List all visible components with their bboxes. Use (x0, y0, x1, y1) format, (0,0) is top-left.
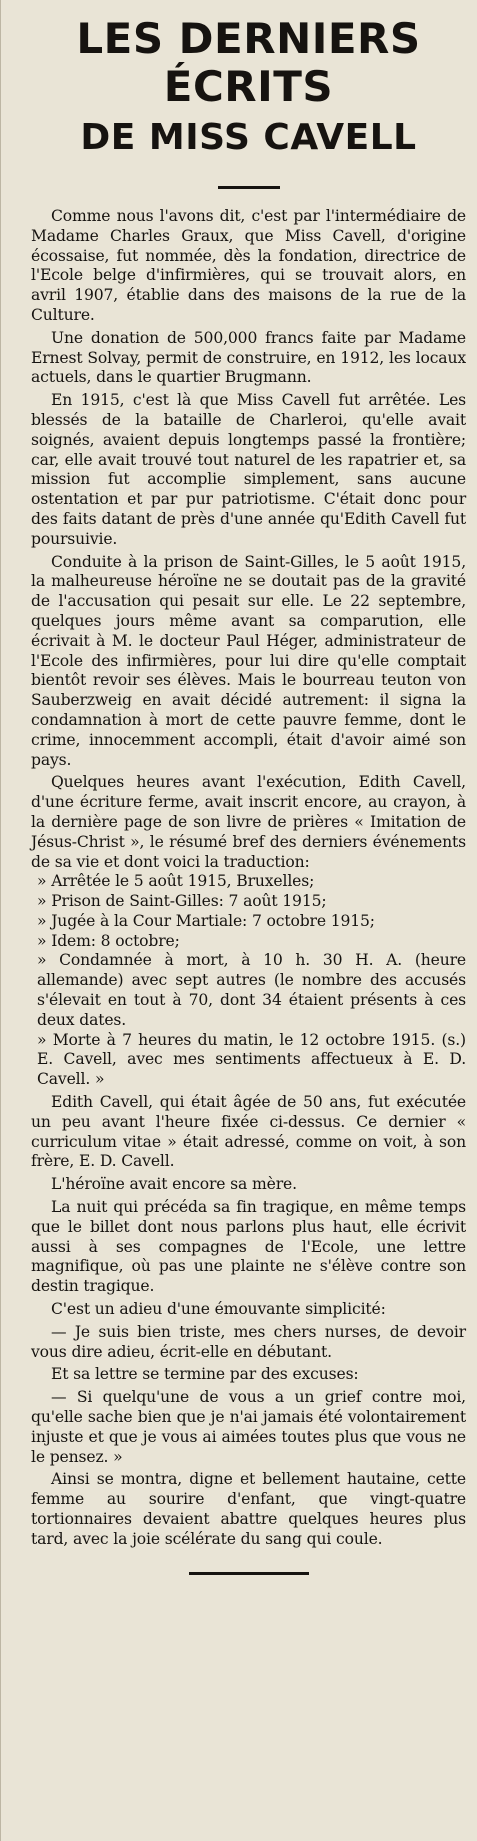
article-paragraph: C'est un adieu d'une émouvante simplicité: (51, 1300, 386, 1319)
article-paragraph: Et sa lettre se termine par des excuses: (51, 1365, 359, 1384)
article-paragraph: Ainsi se montra, digne et bellement hautaine, cette femme au sourire d'enfant, que vingt-quatre tortionnaires devaient abattre quelques heures plus tard, avec la joie scélérate du sang qui coule. (31, 1470, 466, 1548)
article-paragraph: Quelques heures avant l'exécution, Edith Cavell, d'une écriture ferme, avait inscrit encore, au crayon, à la dernière page de son livre de prières « Imitation de Jésus-Christ », le résumé bref des derniers événements de sa vie et dont voici la traduction: (31, 773, 466, 871)
article-paragraph: — Si quelqu'une de vous a un grief contre moi, qu'elle sache bien que je n'ai jamais été volontairement injuste et que je vous ai aimées toutes plus que vous ne le pensez. » (31, 1388, 466, 1466)
quote-line: » Idem: 8 octobre; (37, 931, 180, 950)
headline-line-1: LES DERNIERS (76, 14, 421, 63)
article-paragraph: Une donation de 500,000 francs faite par Madame Ernest Solvay, permit de construire, en 1912, les locaux actuels, dans le quartier Brugmann. (31, 328, 466, 387)
headline-line-3: DE MISS CAVELL (80, 117, 417, 158)
article-paragraph: — Je suis bien triste, mes chers nurses, de devoir vous dire adieu, écrit-elle en débutant. (31, 1322, 466, 1361)
quote-line: » Condamnée à mort, à 10 h. 30 H. A. (heure allemande) avec sept autres (le nombre des accusés s'élevait en tout à 70, dont 34 étaient présents à ces deux dates. (37, 951, 466, 1029)
article-paragraph: Comme nous l'avons dit, c'est par l'intermédiaire de Madame Charles Graux, que Miss Cavell, d'origine écossaise, fut nommée, dès la fondation, directrice de l'Ecole belge d'infirmières, qui se trouvait alors, en avril 1907, établie dans des maisons de la rue de la Culture. (31, 207, 466, 324)
quote-line: » Morte à 7 heures du matin, le 12 octobre 1915. (s.) E. Cavell, avec mes sentiments affectueux à E. D. Cavell. » (37, 1030, 466, 1089)
article-body (31, 207, 466, 1550)
closing-rule (189, 1572, 309, 1575)
headline-line-2: ÉCRITS (163, 62, 334, 111)
quote-line: » Jugée à la Cour Martiale: 7 octobre 1915; (37, 911, 375, 930)
headline-divider (218, 186, 280, 189)
article-paragraph: Edith Cavell, qui était âgée de 50 ans, fut exécutée un peu avant l'heure fixée ci-dessus. Ce dernier « curriculum vitae » était adressé, comme on voit, à son frère, E. D. Cavell. (31, 1093, 466, 1171)
end-of-article-marker (31, 1572, 466, 1575)
article-paragraph: En 1915, c'est là que Miss Cavell fut arrêtée. Les blessés de la bataille de Charleroi, qu'elle avait soignés, avaient depuis longtemps passé la frontière; car, elle avait trouvé tout naturel de les rapatrier et, sa mission fut accomplie simplement, sans aucune ostentation et par pur patriotisme. C'était donc pour des faits datant de près d'une année qu'Edith Cavell fut poursuivie. (31, 391, 466, 548)
article-paragraph: Conduite à la prison de Saint-Gilles, le 5 août 1915, la malheureuse héroïne ne se doutait pas de la gravité de l'accusation qui pesait sur elle. Le 22 septembre, quelques jours même avant sa comparution, elle écrivait à M. le docteur Paul Héger, administrateur de l'Ecole des infirmières, pour lui dire qu'elle comptait bientôt revoir ses élèves. Mais le bourreau teuton von Sauberzweig en avait décidé autrement: il signa la condamnation à mort de cette pauvre femme, dont le crime, innocemment accompli, était d'avoir aimé son pays. (31, 552, 466, 769)
article-paragraph: La nuit qui précéda sa fin tragique, en même temps que le billet dont nous parlons plus haut, elle écrivit aussi à ses compagnes de l'Ecole, une lettre magnifique, où pas une plainte ne s'élève contre son destin tragique. (31, 1198, 466, 1296)
quote-line: » Prison de Saint-Gilles: 7 août 1915; (37, 892, 327, 911)
quote-line: » Arrêtée le 5 août 1915, Bruxelles; (37, 872, 315, 891)
article-paragraph: L'héroïne avait encore sa mère. (51, 1175, 297, 1194)
